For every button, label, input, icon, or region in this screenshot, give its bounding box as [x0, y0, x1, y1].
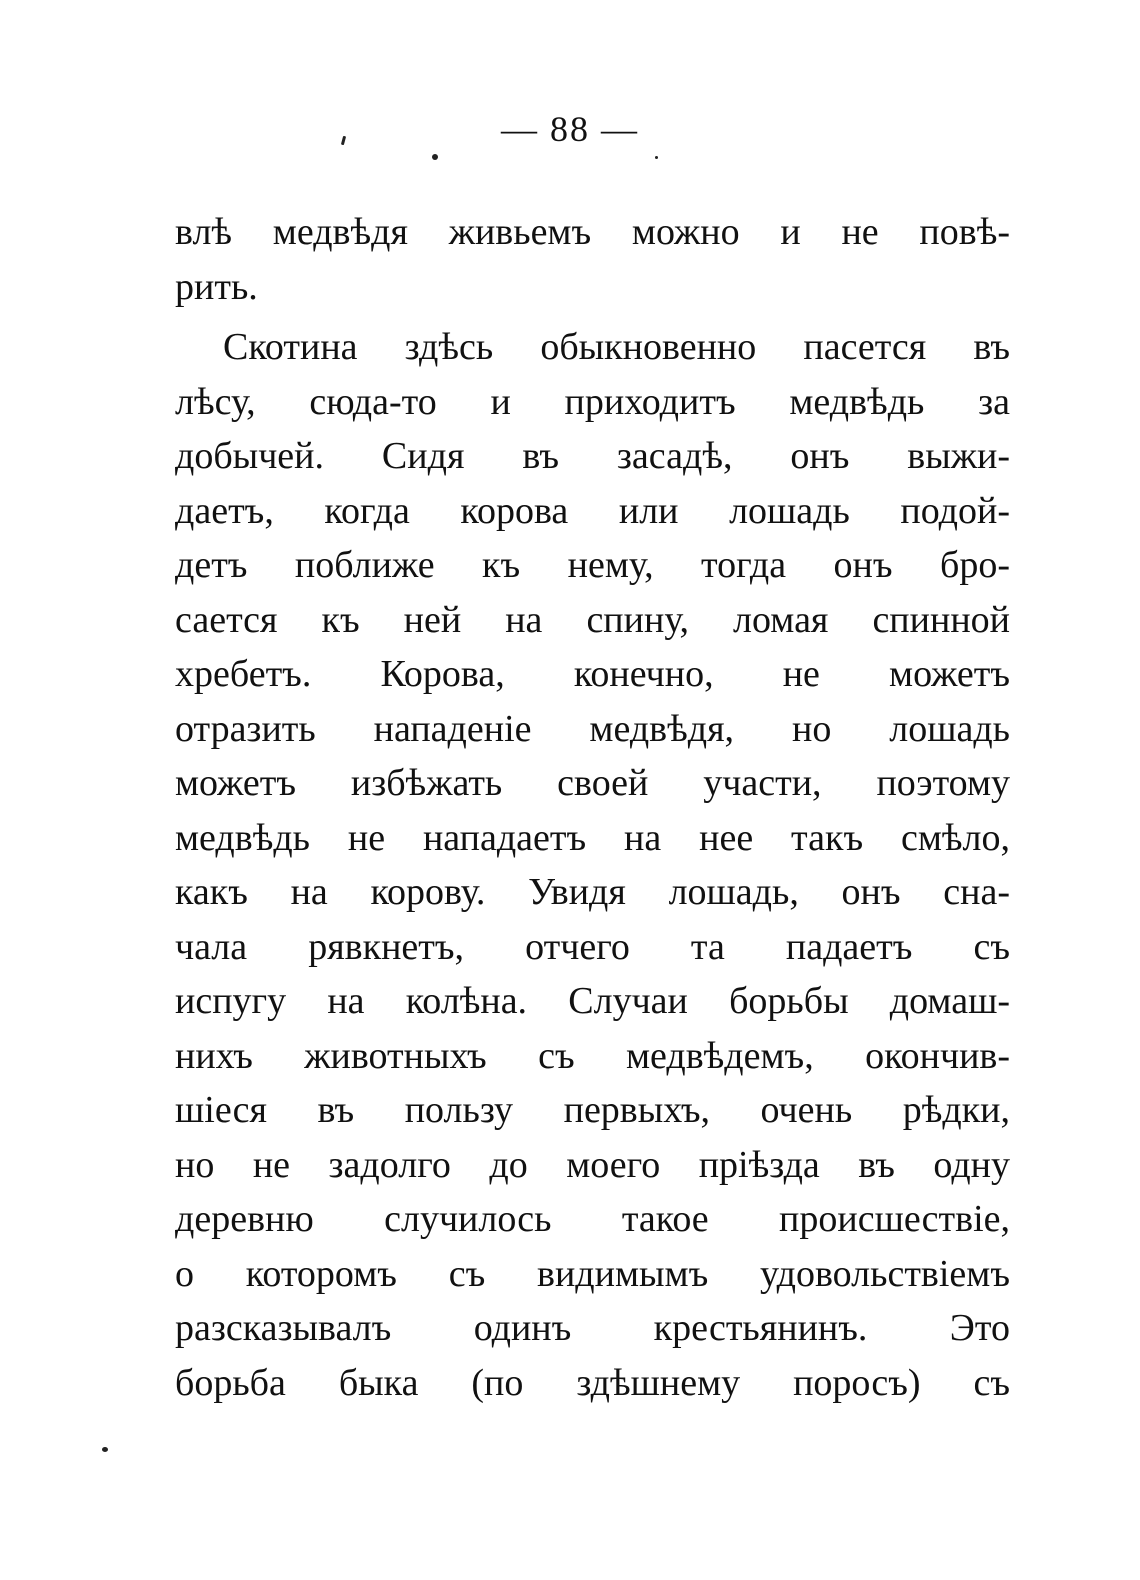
text-line: даетъ, когда корова или лошадь подой-	[175, 489, 1010, 532]
text-line: чала рявкнетъ, отчего та падаетъ съ	[175, 925, 1010, 968]
scan-speck	[432, 154, 438, 160]
text-line: влѣ медвѣдя живьемъ можно и не повѣ-	[175, 211, 1010, 253]
text-line: разсказывалъ одинъ крестьянинъ. Это	[175, 1307, 1010, 1349]
scan-speck	[655, 156, 658, 159]
text-line: испугу на колѣна. Случаи борьбы домаш-	[175, 980, 1010, 1022]
text-line: рить.	[175, 265, 258, 308]
text-line: сается къ ней на спину, ломая спинной	[175, 598, 1010, 641]
text-line: но не задолго до моего пріѣзда въ одну	[175, 1143, 1010, 1186]
text-line: можетъ избѣжать своей участи, поэтому	[175, 762, 1010, 804]
text-line: хребетъ. Корова, конечно, не можетъ	[175, 653, 1010, 695]
body-text	[175, 205, 1010, 1410]
page-number: — 88 —	[501, 109, 639, 149]
text-line: отразить нападеніе медвѣдя, но лошадь	[175, 707, 1010, 750]
text-line: Скотина здѣсь обыкновенно пасется въ	[223, 326, 1010, 368]
text-line: медвѣдь не нападаетъ на нее такъ смѣло,	[175, 816, 1010, 859]
text-line: деревню случилось такое происшествіе,	[175, 1198, 1010, 1240]
text-line: лѣсу, сюда-то и приходитъ медвѣдь за	[175, 380, 1010, 423]
text-line: добычей. Сидя въ засадѣ, онъ выжи-	[175, 435, 1010, 477]
text-line: о которомъ съ видимымъ удовольствіемъ	[175, 1252, 1010, 1295]
text-line: детъ поближе къ нему, тогда онъ бро-	[175, 544, 1010, 586]
text-line: борьба быка (по здѣшнему поросъ) съ	[175, 1361, 1010, 1404]
scan-speck	[102, 1447, 108, 1452]
text-line: какъ на корову. Увидя лошадь, онъ сна-	[175, 871, 1010, 913]
text-line: шіеся въ пользу первыхъ, очень рѣдки,	[175, 1089, 1010, 1131]
text-line: нихъ животныхъ съ медвѣдемъ, окончив-	[175, 1034, 1010, 1077]
